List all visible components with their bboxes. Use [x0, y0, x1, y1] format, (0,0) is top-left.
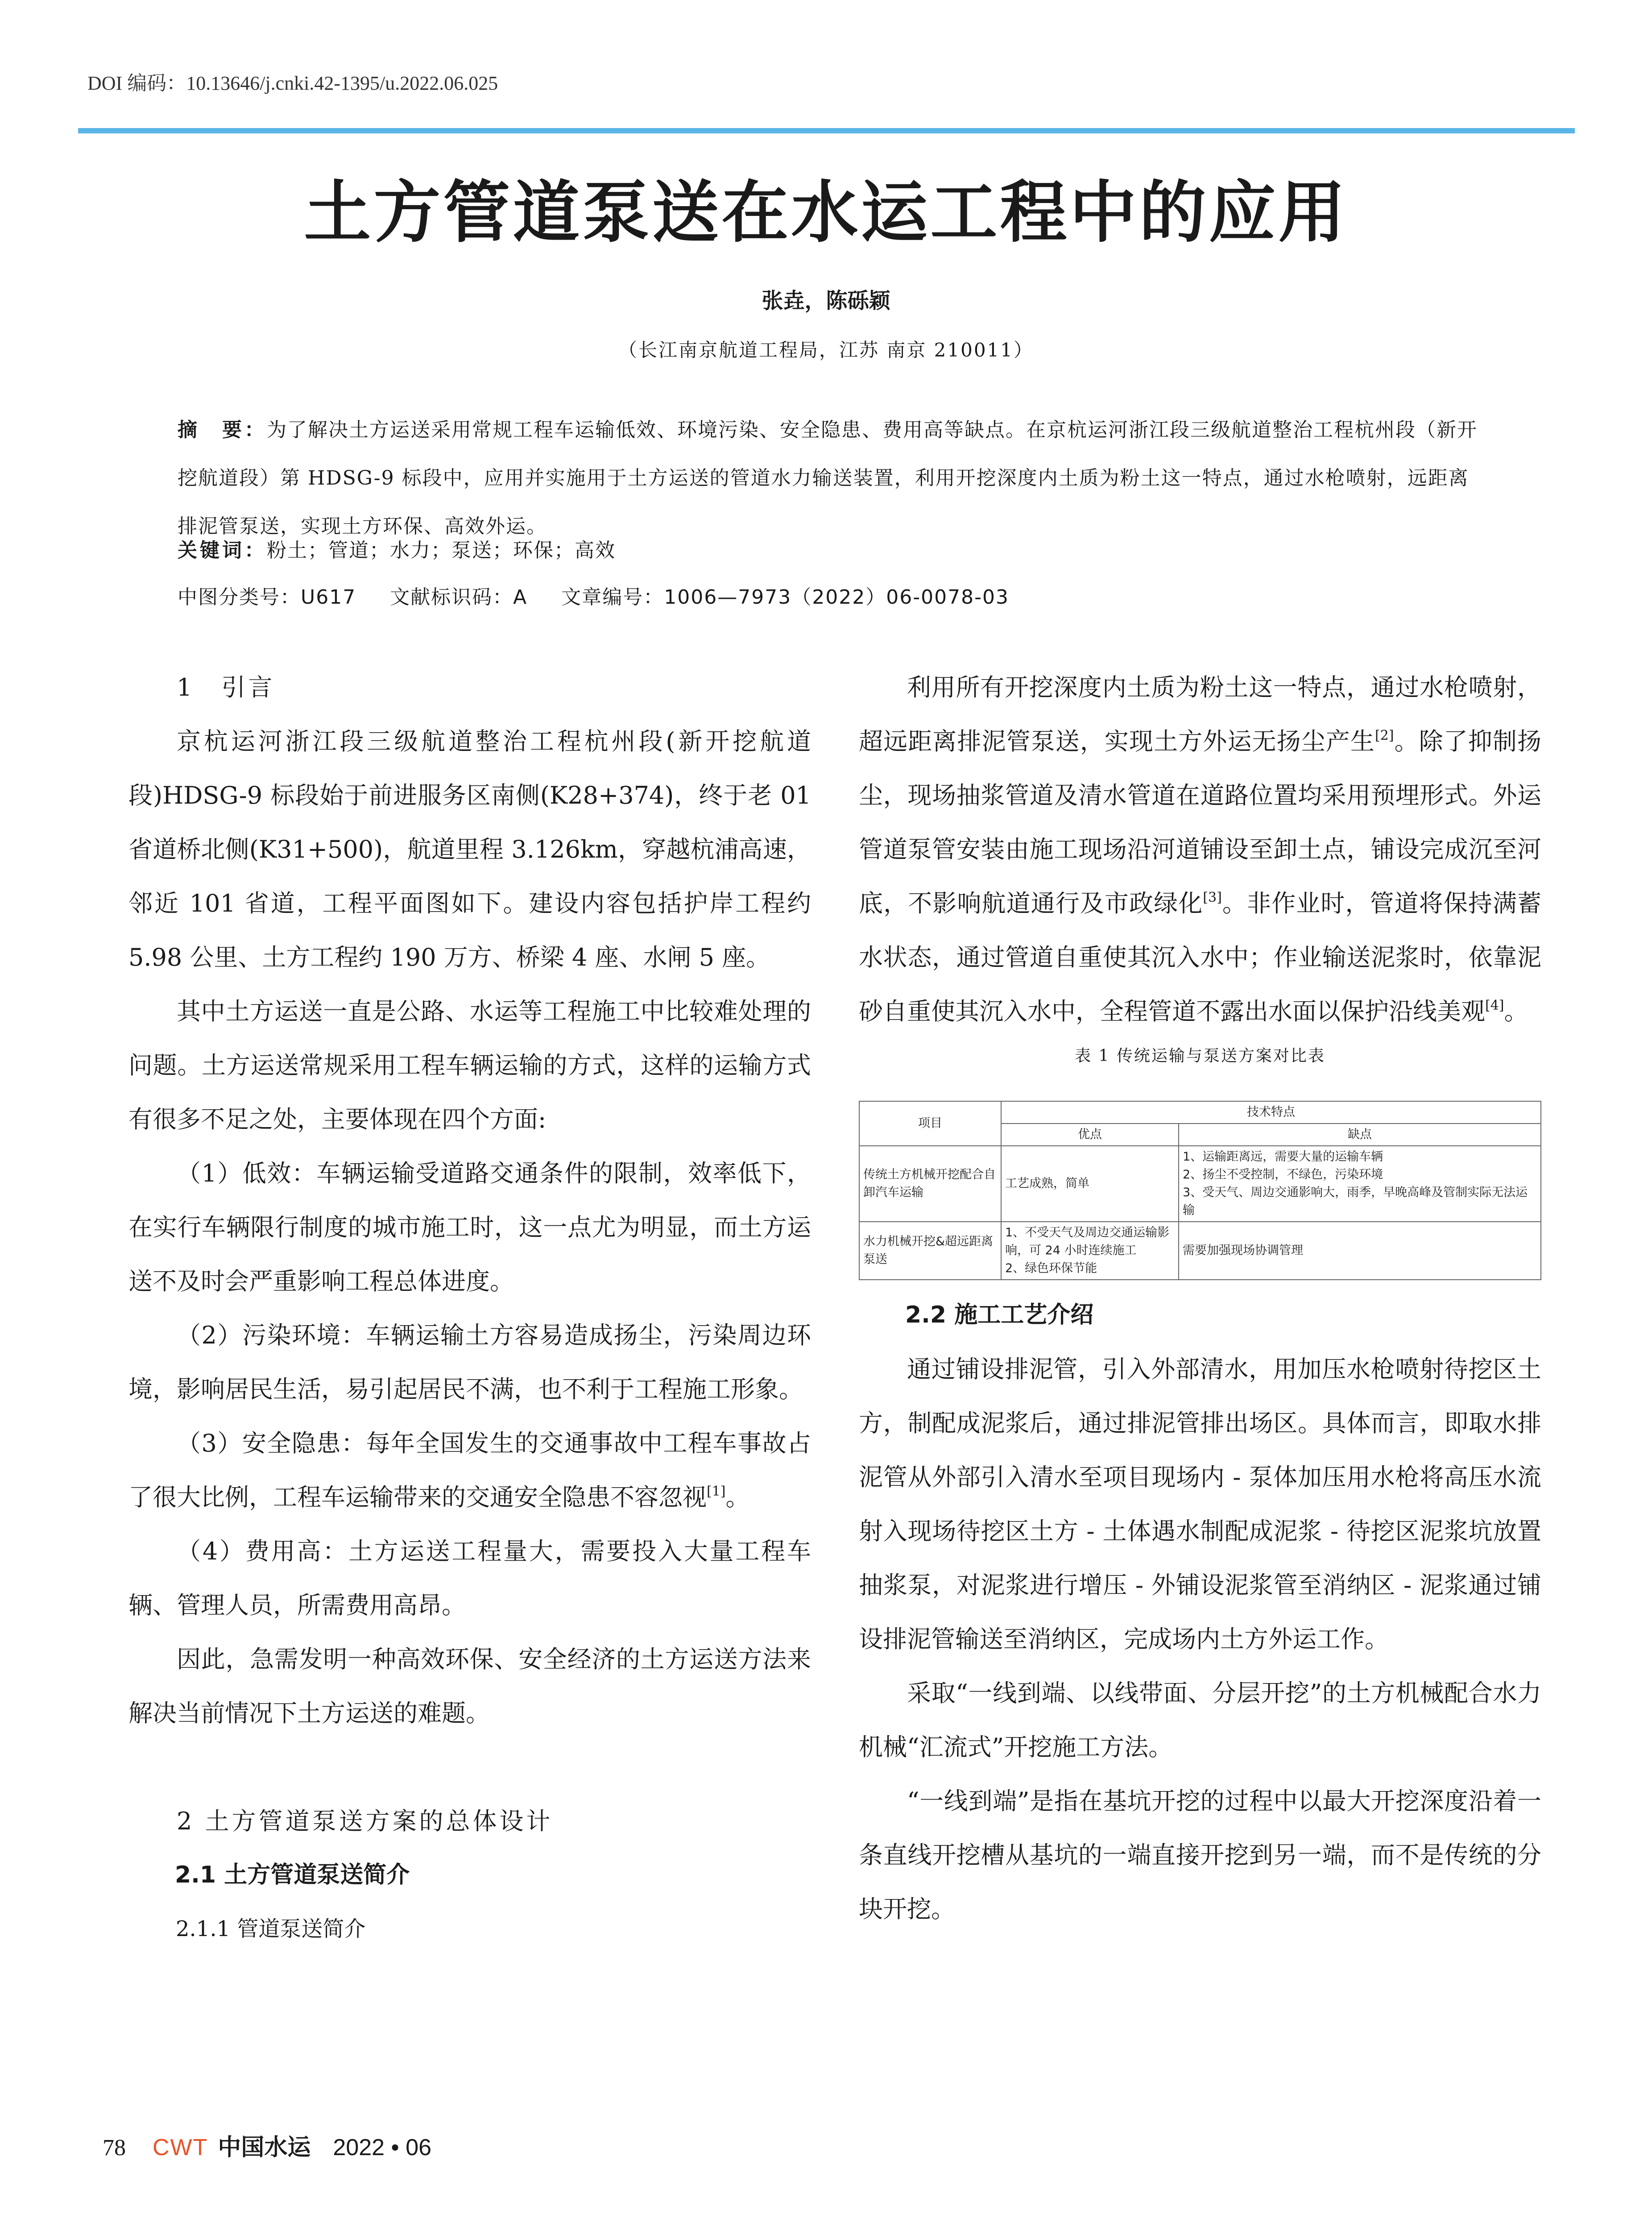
paragraph: （4）费用高：土方运送工程量大，需要投入大量工程车辆、管理人员，所需费用高昂。 — [128, 1537, 811, 1619]
citation: [1] — [707, 1484, 726, 1499]
table-cell-item: 水力机械开挖&超远距离泵送 — [859, 1222, 1001, 1280]
table-row — [859, 1146, 1541, 1222]
paragraph — [859, 660, 1541, 1038]
paragraph — [128, 1416, 811, 1524]
section-2-1-1-heading: 2.1.1 管道泵送简介 — [176, 1916, 366, 1941]
paragraph: 其中土方运送一直是公路、水运等工程施工中比较难处理的问题。土方运送常规采用工程车辆运输的方式，这样的运输方式有很多不足之处，主要体现在四个方面: — [128, 997, 811, 1133]
journal-issue: 2022 • 06 — [333, 2135, 432, 2161]
table-cell-advantages — [1001, 1222, 1179, 1280]
paragraph: （2）污染环境：车辆运输土方容易造成扬尘，污染周边环境，影响居民生活，易引起居民不满，也不利于工程施工形象。 — [128, 1321, 811, 1403]
classification-line — [178, 573, 1480, 622]
header-rule — [78, 128, 1575, 133]
paragraph-text: 。除了抑制扬尘，现场抽浆管道及清水管道在道路位置均采用预埋形式。外运管道泵管安装由施工现场沿河道铺设至卸土点，铺设完成沉至河底，不影响航道通行及市政绿化 — [859, 727, 1542, 917]
keywords-text: 粉土；管道；水力；泵送；环保；高效 — [267, 539, 616, 562]
table-cell-item: 传统土方机械开挖配合自卸汽车运输 — [859, 1146, 1001, 1222]
paragraph: 采取“一线到端、以线带面、分层开挖”的土方机械配合水力机械“汇流式”开挖施工方法。 — [859, 1679, 1541, 1761]
list-item: 1、运输距离远，需要大量的运输车辆 — [1183, 1150, 1383, 1164]
citation: [4] — [1485, 998, 1504, 1013]
affiliation: （长江南京航道工程局，江苏 南京 210011） — [618, 339, 1034, 361]
page-number: 78 — [103, 2135, 126, 2161]
section-1-heading: 1 引言 — [177, 673, 275, 701]
list-item: 3、受天气、周边交通影响大，雨季，早晚高峰及管制实际无法运输 — [1183, 1186, 1528, 1217]
list-item: 2、扬尘不受控制，不绿色，污染环境 — [1183, 1168, 1383, 1182]
list-item: 2、绿色环保节能 — [1005, 1261, 1097, 1275]
section-2-heading: 2 土方管道泵送方案的总体设计 — [177, 1807, 553, 1835]
paragraph-end: 。 — [725, 1483, 750, 1511]
page-footer — [103, 2128, 431, 2162]
table-cell-disadvantages: 需要加强现场协调管理 — [1179, 1222, 1541, 1280]
journal-logo: CWT — [153, 2135, 208, 2161]
doi-line: DOI 编码：10.13646/j.cnki.42-1395/u.2022.06.025 — [87, 72, 498, 94]
paragraph: 因此，急需发明一种高效环保、安全经济的土方运送方法来解决当前情况下土方运送的难题。 — [128, 1645, 811, 1727]
paragraph: 通过铺设排泥管，引入外部清水，用加压水枪喷射待挖区土方，制配成泥浆后，通过排泥管排出场区。具体而言，即取水排泥管从外部引入清水至项目现场内 - 泵体加压用水枪将高压水流射入现场待挖区土方 - 土体遇水制配成泥浆 - 待挖区泥浆坑放置抽浆泵，对泥浆进行增压 - 外铺设泥浆管至消纳区 - 泥浆通过铺设排泥管输送至消纳区，完成场内土方外运工作。 — [859, 1355, 1541, 1653]
paragraph: 京杭运河浙江段三级航道整治工程杭州段(新开挖航道段)HDSG-9 标段始于前进服务区南侧(K28+374)，终于老 01 省道桥北侧(K31+500)，航道里程 3.126km，穿越杭浦高速，邻近 101 省道，工程平面图如下。建设内容包括护岸工程约 5.98 公里、土方工程约 190 万方、桥梁 4 座、水闸 5 座。 — [128, 727, 811, 971]
paragraph-text: 利用所有开挖深度内土质为粉土这一特点，通过水枪喷射，超远距离排泥管泵送，实现土方外运无扬尘产生 — [859, 673, 1541, 755]
paragraph-text: （3）安全隐患：每年全国发生的交通事故中工程车事故占了很大比例，工程车运输带来的交通安全隐患不容忽视 — [128, 1429, 811, 1511]
paragraph: （1）低效：车辆运输受道路交通条件的限制，效率低下，在实行车辆限行制度的城市施工时，这一点尤为明显，而土方运送不及时会严重影响工程总体进度。 — [128, 1159, 811, 1295]
section-2-2-heading: 2.2 施工工艺介绍 — [905, 1302, 1094, 1328]
right-column — [859, 660, 1541, 1936]
section-2-1-heading: 2.1 土方管道泵送简介 — [175, 1862, 410, 1888]
abstract-label: 摘 要： — [178, 419, 267, 441]
table-caption: 表 1 传统运输与泵送方案对比表 — [1075, 1047, 1325, 1065]
list-item: 1、不受天气及周边交通运输影响，可 24 小时连续施工 — [1005, 1226, 1170, 1257]
keywords — [178, 527, 1480, 575]
document-code: 文献标识码：A — [390, 586, 528, 609]
citation: [2] — [1375, 728, 1394, 743]
article-number: 文章编号：1006—7973（2022）06-0078-03 — [561, 586, 1009, 609]
left-column — [128, 660, 811, 1956]
paragraph-end: 。 — [1504, 997, 1528, 1025]
abstract-text: 为了解决土方运送采用常规工程车运输低效、环境污染、安全隐患、费用高等缺点。在京杭运河浙江段三级航道整治工程杭州段（新开挖航道段）第 HDSG-9 标段中，应用并实施用于土方运送的管道水力输送装置，利用开挖深度内土质为粉土这一特点，通过水枪喷射，远距离排泥管泵送，实现土方环保、高效外运。 — [178, 419, 1478, 538]
clc-number: 中图分类号：U617 — [178, 586, 356, 609]
table-header-row — [859, 1101, 1541, 1124]
citation: [3] — [1203, 890, 1222, 905]
table-row — [859, 1222, 1541, 1280]
paragraph: “一线到端”是指在基坑开挖的过程中以最大开挖深度沿着一条直线开挖槽从基坑的一端直接开挖到另一端，而不是传统的分块开挖。 — [859, 1787, 1541, 1923]
table-cell-disadvantages — [1179, 1146, 1541, 1222]
article-title: 土方管道泵送在水运工程中的应用 — [304, 174, 1348, 252]
journal-name: 中国水运 — [218, 2134, 311, 2161]
comparison-table — [859, 1101, 1541, 1280]
keywords-label: 关键词： — [178, 539, 267, 562]
table-cell-advantages: 工艺成熟，简单 — [1001, 1146, 1179, 1222]
authors: 张垚，陈砾颖 — [762, 288, 890, 313]
table-header-disadvantages: 缺点 — [1179, 1124, 1541, 1146]
table-header-tech: 技术特点 — [1001, 1101, 1541, 1124]
table-header-advantages: 优点 — [1001, 1124, 1179, 1146]
table-header-item: 项目 — [859, 1101, 1001, 1146]
paragraph-text: 。非作业时，管道将保持满蓄水状态，通过管道自重使其沉入水中；作业输送泥浆时，依靠泥砂自重使其沉入水中，全程管道不露出水面以保护沿线美观 — [859, 889, 1541, 1025]
